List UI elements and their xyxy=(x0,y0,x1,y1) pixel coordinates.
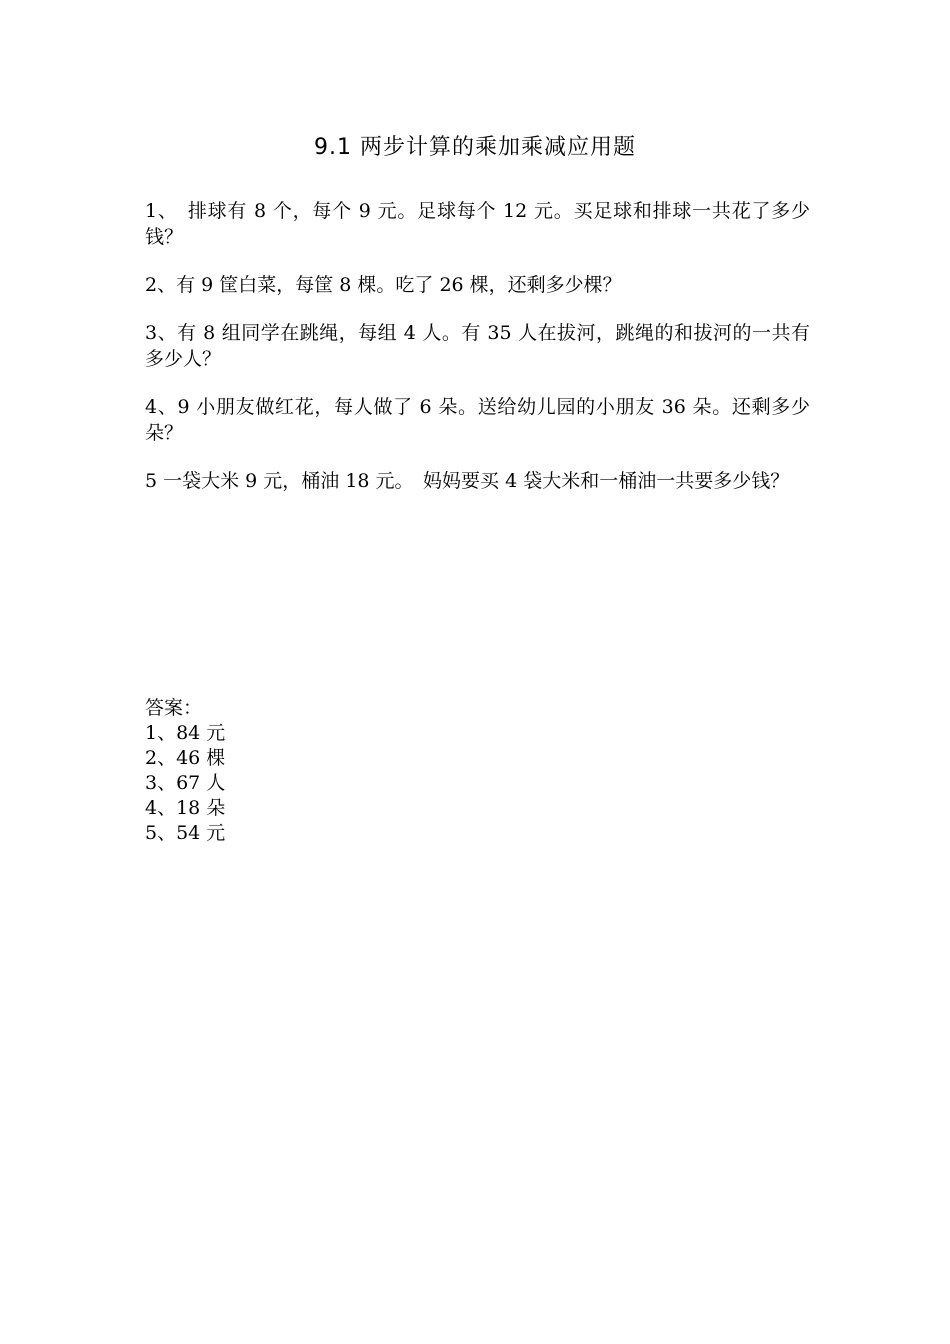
page-title: 9.1 两步计算的乘加乘减应用题 xyxy=(314,135,636,160)
question-4: 4、9 小朋友做红花，每人做了 6 朵。送给幼儿园的小朋友 36 朵。还剩多少朵？ xyxy=(145,396,810,444)
answers-heading: 答案： xyxy=(145,697,203,719)
answer-2: 2、46 棵 xyxy=(145,747,226,769)
answer-section xyxy=(145,696,445,846)
question-5: 5 一袋大米 9 元，桶油 18 元。 妈妈要买 4 袋大米和一桶油一共要多少钱？ xyxy=(145,470,790,492)
question-3: 3、有 8 组同学在跳绳，每组 4 人。有 35 人在拔河，跳绳的和拔河的一共有多少人？ xyxy=(145,322,810,370)
answer-5: 5、54 元 xyxy=(145,822,226,844)
answer-4: 4、18 朵 xyxy=(145,797,226,819)
answer-3: 3、67 人 xyxy=(145,772,226,794)
answer-1: 1、84 元 xyxy=(145,722,226,744)
question-2: 2、有 9 筐白菜，每筐 8 棵。吃了 26 棵，还剩多少棵？ xyxy=(145,274,622,296)
question-1: 1、 排球有 8 个，每个 9 元。足球每个 12 元。买足球和排球一共花了多少钱？ xyxy=(145,200,810,248)
question-list xyxy=(145,198,810,516)
